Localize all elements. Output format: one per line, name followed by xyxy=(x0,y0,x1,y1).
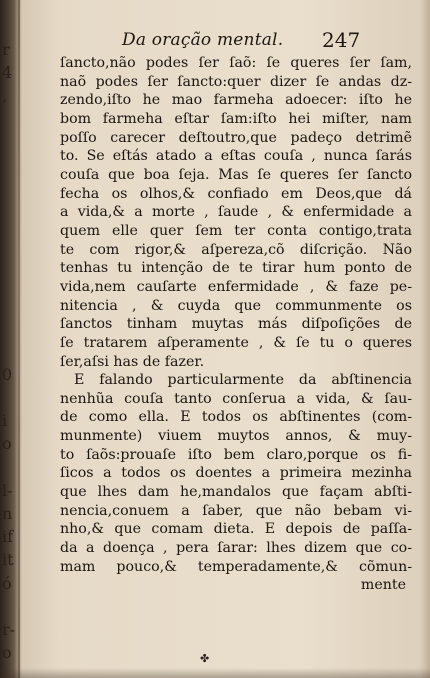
previous-page-fragment: ó xyxy=(2,573,12,593)
previous-page-fragment: if xyxy=(2,527,14,547)
text-line: poſſo carecer deſtoutro,que padeço detrimẽ xyxy=(60,129,412,146)
text-line: de como ella. E todos os abſtinentes (com- xyxy=(60,409,412,426)
text-line: ſicos a todos os doentes a primeira mezinha xyxy=(60,465,412,482)
text-line: zendo,iſto he mao farmeha adoecer: iſto he xyxy=(60,92,412,109)
text-line: ſancto,não podes ſer ſaõ: ſe queres ſer ſam, xyxy=(60,55,412,71)
text-line: ſanctos tinham muytas más diſpoſições de xyxy=(60,316,412,333)
previous-page-fragment: it xyxy=(2,550,14,570)
previous-page-fragment: n xyxy=(2,504,13,523)
text-line: to ſaõs:prouaſe iſto bem claro,porque os fi- xyxy=(60,446,412,463)
text-line: nitencia , & cuyda que communmente os xyxy=(60,297,412,314)
previous-page-fragment: o xyxy=(2,434,12,454)
text-line: mam pouco,& temperadamente,& cõmun- xyxy=(60,558,412,575)
text-line: couſa que boa ſeja. Mas ſe queres ſer ſancto xyxy=(60,166,412,183)
text-line: quem elle quer ſem ter conta contigo,trata xyxy=(60,222,412,239)
previous-page-fragment: r xyxy=(2,40,10,59)
text-line: bom farmeha eſtar ſam:iſto hei miſter, nam xyxy=(60,110,412,127)
text-line: da a doença , pera ſarar: lhes dizem que co- xyxy=(60,540,412,557)
text-line: nencia,conuem a ſaber, que não bebam vi- xyxy=(60,502,412,519)
previous-page-fragment: , xyxy=(2,86,8,106)
previous-page-fragment: o xyxy=(2,643,12,663)
body-text xyxy=(60,54,412,595)
text-line: nho,& que comam dieta. E depois de paſſa- xyxy=(60,521,412,538)
previous-page-fragment: 4 xyxy=(2,63,13,83)
book-gutter xyxy=(18,0,20,678)
previous-page-fragment: i xyxy=(2,411,8,431)
ornament-mark: ✤ xyxy=(200,652,210,665)
text-line: ſer,aſsi has de fazer. xyxy=(60,353,205,370)
previous-page-fragment: r- xyxy=(2,620,16,639)
page-number: 247 xyxy=(322,28,361,52)
previous-page-fragment: 0 xyxy=(2,364,13,384)
text-line: que lhes dam he,mandalos que façam abſti- xyxy=(60,484,412,501)
page-shadow xyxy=(0,668,430,678)
text-line: munmente) viuem muytos annos, & muy- xyxy=(60,428,412,445)
running-head xyxy=(24,28,424,54)
text-line: to. Se eſtás atado a eſtas couſa , nunca ſarás xyxy=(60,148,412,165)
text-line: a vida,& a morte , ſaude , & enfermidade a xyxy=(60,204,412,221)
page xyxy=(24,0,424,678)
running-head-title: Da oração mental. xyxy=(122,30,284,50)
text-line: nenhũa couſa tanto conſerua a vida, & ſau- xyxy=(60,390,412,407)
text-line: tenhas tu intenção de te tirar hum ponto de xyxy=(60,260,412,277)
text-line: ſe tratarem aſperamente , & ſe tu o queres xyxy=(60,334,412,351)
text-line: naõ podes ſer ſancto:quer dizer ſe andas dz- xyxy=(60,73,412,90)
catchword: mente xyxy=(360,577,406,594)
text-line: vida,nem cauſarte enfermidade , & faze pe- xyxy=(60,278,412,295)
paragraph-start-line: E falando particularmente da abſtinencia xyxy=(74,372,412,389)
text-line: fecha os olhos,& confiado em Deos,que dá xyxy=(60,185,412,202)
text-line: te com rigor,& aſpereza,cõ diſcrição. Não xyxy=(60,241,412,258)
previous-page-fragment: l- xyxy=(2,480,13,500)
